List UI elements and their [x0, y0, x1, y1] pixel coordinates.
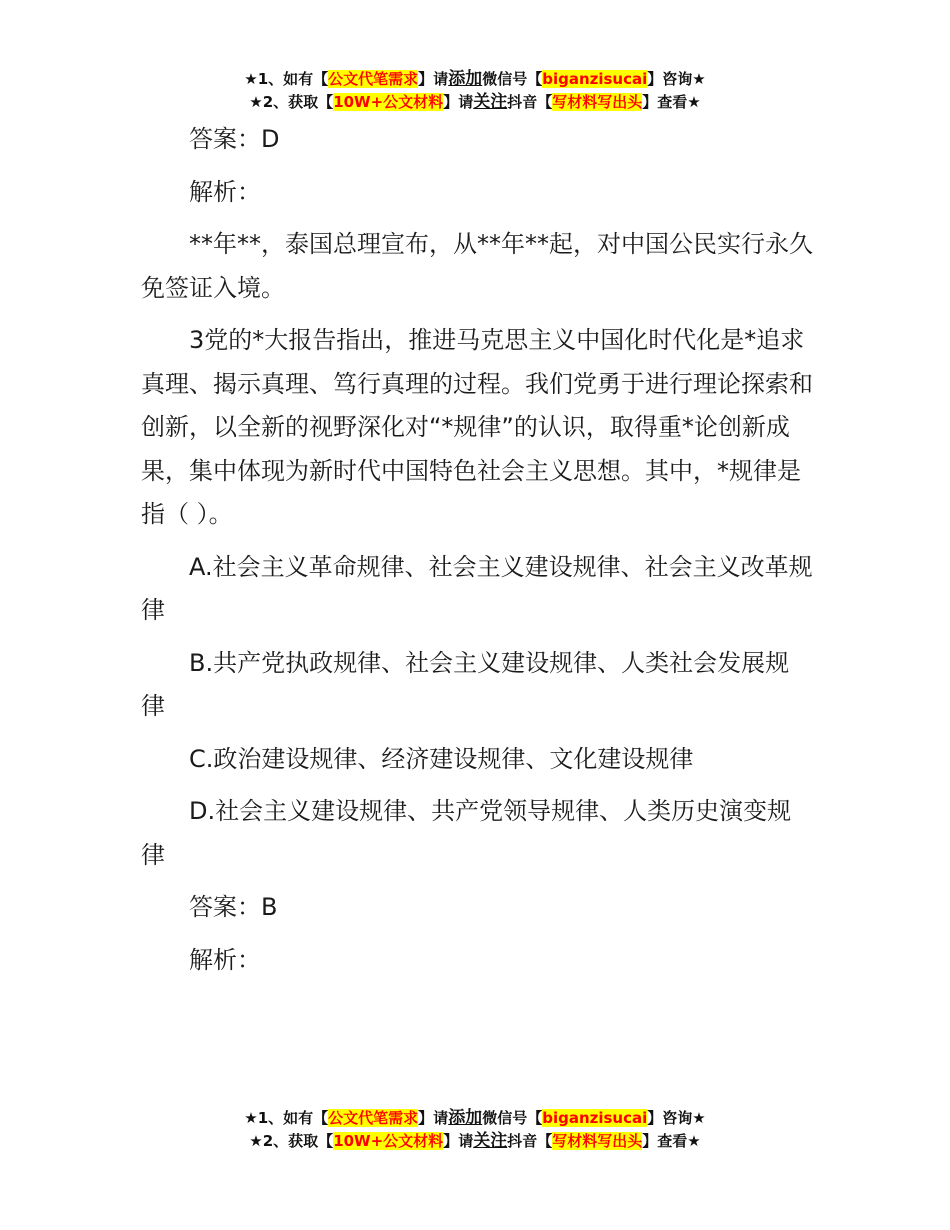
analysis-text: **年**，泰国总理宣布，从**年**起，对中国公民实行永久免签证入境。 — [141, 230, 813, 302]
answer-line: 答案：D — [189, 125, 280, 153]
highlight-service: 公文代笔需求 — [328, 1109, 419, 1127]
document-body — [141, 118, 813, 991]
highlight-douyin-account: 写材料写出头 — [552, 93, 643, 111]
analysis-label: 解析： — [189, 177, 261, 206]
analysis-label: 解析： — [189, 945, 261, 974]
answer-line: 答案：B — [189, 893, 278, 921]
option-c: C.政治建设规律、经济建设规律、文化建设规律 — [189, 744, 694, 773]
footer-banner — [0, 1107, 950, 1153]
option-b: B.共产党执政规律、社会主义建设规律、人类社会发展规律 — [141, 648, 790, 720]
highlight-wechat-id: biganzisucai — [542, 70, 648, 88]
highlight-materials: 10W+公文材料 — [333, 93, 444, 111]
option-a: A.社会主义革命规律、社会主义建设规律、社会主义改革规律 — [141, 552, 813, 624]
highlight-service: 公文代笔需求 — [328, 70, 419, 88]
banner-line-2: ★2、获取【10W+公文材料】请关注抖音【写材料写出头】查看★ — [249, 92, 701, 112]
option-d: D.社会主义建设规律、共产党领导规律、人类历史演变规律 — [141, 797, 792, 869]
highlight-wechat-id: biganzisucai — [542, 1109, 648, 1127]
banner-line-2: ★2、获取【10W+公文材料】请关注抖音【写材料写出头】查看★ — [249, 1131, 701, 1151]
highlight-materials: 10W+公文材料 — [333, 1132, 444, 1150]
banner-line-1: ★1、如有【公文代笔需求】请添加微信号【biganzisucai】咨询★ — [244, 1108, 706, 1128]
highlight-douyin-account: 写材料写出头 — [552, 1132, 643, 1150]
header-banner — [0, 68, 950, 114]
question-text: 3党的*大报告指出，推进马克思主义中国化时代化是*追求真理、揭示真理、笃行真理的过程。我们党勇于进行理论探索和创新，以全新的视野深化对“*规律”的认识，取得重*论创新成果，集中体现为新时代中国特色社会主义思想。其中，*规律是指（ ）。 — [141, 326, 813, 528]
banner-line-1: ★1、如有【公文代笔需求】请添加微信号【biganzisucai】咨询★ — [244, 69, 706, 89]
